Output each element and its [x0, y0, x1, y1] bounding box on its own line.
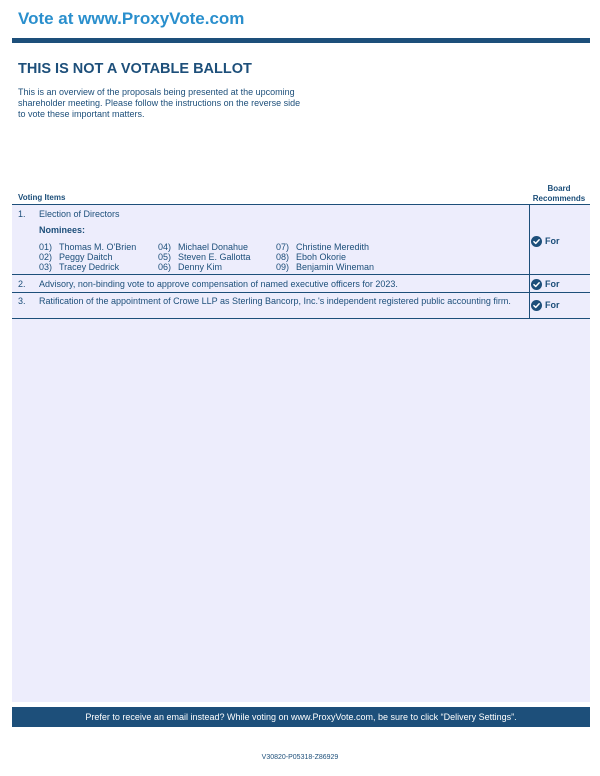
- nominee: [39, 262, 119, 272]
- item-number: 3.: [18, 296, 26, 306]
- nominee-number: 02): [39, 252, 53, 262]
- page-title: THIS IS NOT A VOTABLE BALLOT: [18, 61, 252, 77]
- item-number: 2.: [18, 279, 26, 289]
- board-recommendation: [531, 235, 560, 247]
- board-header-line1: Board: [547, 184, 571, 193]
- nominee: [158, 242, 248, 252]
- nominee-name: Eboh Okorie: [296, 252, 347, 262]
- intro-text: This is an overview of the proposals being presented at the upcoming shareholder meeting. Please follow the instructions on the reverse side to vote these important matters.: [18, 87, 301, 119]
- nominee: [276, 262, 374, 272]
- nominee-number: 07): [276, 242, 290, 252]
- site-title[interactable]: Vote at www.ProxyVote.com: [18, 9, 245, 28]
- nominee: [276, 242, 369, 252]
- board-recommendation: [531, 299, 560, 311]
- nominee-number: 09): [276, 262, 290, 272]
- nominee-number: 05): [158, 252, 172, 262]
- board-recommends-header: [529, 184, 589, 204]
- row-divider: [12, 274, 590, 275]
- document-code: V30820-P05318-Z86929: [261, 754, 339, 761]
- column-divider: [529, 205, 530, 319]
- row-divider: [12, 292, 590, 293]
- voting-items-header: Voting Items: [18, 193, 66, 202]
- nominee-name: Peggy Daitch: [59, 252, 113, 262]
- nominees-label: Nominees:: [39, 225, 86, 235]
- nominee: [158, 252, 251, 262]
- nominee-number: 06): [158, 262, 172, 272]
- nominee: [39, 252, 113, 262]
- check-circle-icon: [531, 279, 542, 290]
- nominee-name: Steven E. Gallotta: [178, 252, 251, 262]
- item-number: 1.: [18, 209, 26, 219]
- nominee: [39, 242, 136, 252]
- nominee-number: 08): [276, 252, 290, 262]
- board-recommendation: [531, 278, 560, 290]
- nominee-number: 04): [158, 242, 172, 252]
- nominee-name: Christine Meredith: [296, 242, 370, 252]
- email-delivery-message: Prefer to receive an email instead? While voting on www.ProxyVote.com, be sure to click “Delivery Settings”.: [85, 712, 517, 722]
- nominee-name: Benjamin Wineman: [296, 262, 375, 272]
- nominee-name: Thomas M. O'Brien: [59, 242, 137, 252]
- item-text: Advisory, non-binding vote to approve compensation of named executive officers for 2023.: [39, 279, 398, 289]
- nominee-name: Michael Donahue: [178, 242, 249, 252]
- nominee: [158, 262, 222, 272]
- item-text: Ratification of the appointment of Crowe LLP as Sterling Bancorp, Inc.'s independent registered public accounting firm.: [39, 296, 511, 306]
- item-text: Election of Directors: [39, 209, 120, 219]
- nominee-number: 01): [39, 242, 53, 252]
- check-circle-icon: [531, 300, 542, 311]
- recommendation-label: For: [545, 236, 560, 246]
- nominee: [276, 252, 346, 262]
- row-divider: [12, 318, 590, 319]
- recommendation-label: For: [545, 279, 560, 289]
- recommendation-label: For: [545, 300, 560, 310]
- nominee-name: Denny Kim: [178, 262, 223, 272]
- header-rule: [12, 38, 590, 43]
- board-header-line2: Recommends: [532, 194, 586, 203]
- nominee-number: 03): [39, 262, 53, 272]
- nominee-name: Tracey Dedrick: [59, 262, 120, 272]
- email-delivery-banner: [12, 707, 590, 727]
- check-circle-icon: [531, 236, 542, 247]
